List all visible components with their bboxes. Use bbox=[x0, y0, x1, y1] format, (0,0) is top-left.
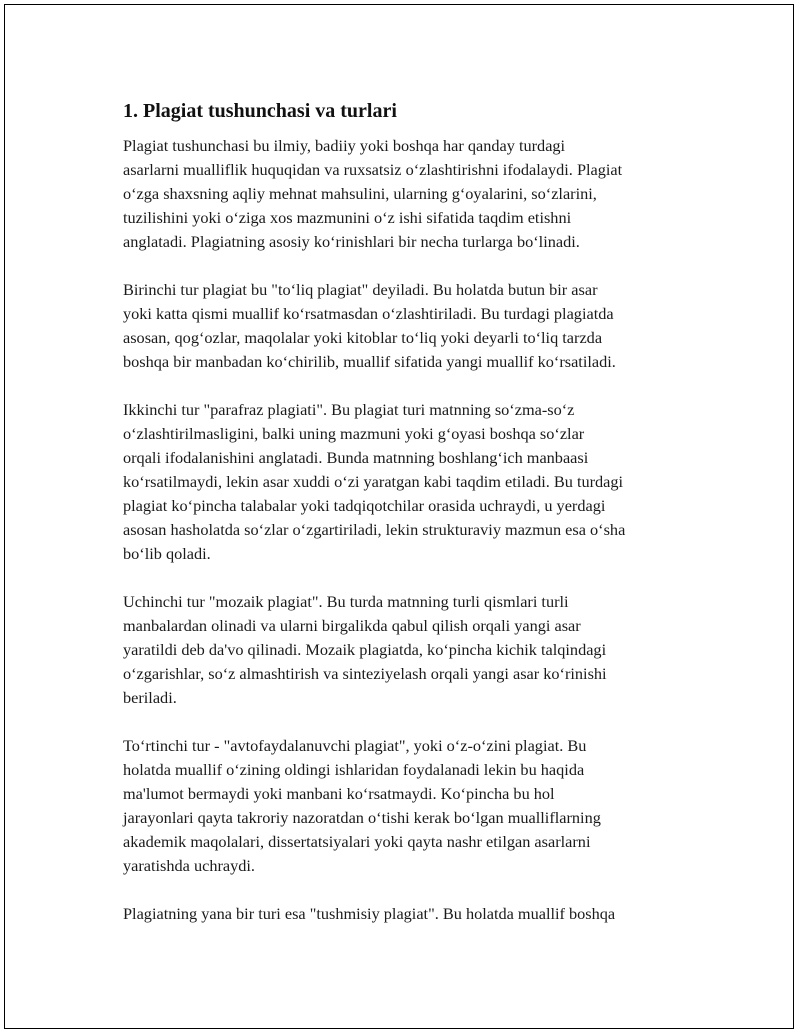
paragraph-2 bbox=[123, 278, 703, 374]
paragraph-4 bbox=[123, 590, 703, 710]
text-line: anglatadi. Plagiatning asosiy ko‘rinishlari bir necha turlarga bo‘linadi. bbox=[123, 232, 580, 251]
text-line: ma'lumot bermaydi yoki manbani ko‘rsatmaydi. Ko‘pincha bu hol bbox=[123, 784, 555, 803]
text-line: plagiat ko‘pincha talabalar yoki tadqiqotchilar orasida uchraydi, u yerdagi bbox=[123, 496, 606, 515]
text-line: Uchinchi tur "mozaik plagiat". Bu turda matnning turli qismlari turli bbox=[123, 592, 569, 611]
text-line: o‘zlashtirilmasligini, balki uning mazmuni yoki g‘oyasi boshqa so‘zlar bbox=[123, 424, 585, 443]
text-line: orqali ifodalanishini anglatadi. Bunda matnning boshlang‘ich manbaasi bbox=[123, 448, 589, 467]
text-line: yaratildi deb da'vo qilinadi. Mozaik plagiatda, ko‘pincha kichik talqindagi bbox=[123, 640, 607, 659]
section-heading: 1. Plagiat tushunchasi va turlari bbox=[123, 100, 397, 122]
paragraph-3 bbox=[123, 398, 703, 566]
text-line: o‘zgarishlar, so‘z almashtirish va sinteziyelash orqali yangi asar ko‘rinishi bbox=[123, 664, 607, 683]
text-line: asarlarni mualliflik huquqidan va ruxsatsiz o‘zlashtirishni ifodalaydi. Plagiat bbox=[123, 160, 623, 179]
text-line: Plagiat tushunchasi bu ilmiy, badiiy yoki boshqa har qanday turdagi bbox=[123, 136, 566, 155]
text-line: To‘rtinchi tur - "avtofaydalanuvchi plagiat", yoki o‘z-o‘zini plagiat. Bu bbox=[123, 736, 587, 755]
text-line: boshqa bir manbadan ko‘chirilib, muallif sifatida yangi muallif ko‘rsatiladi. bbox=[123, 352, 616, 371]
text-line: o‘zga shaxsning aqliy mehnat mahsulini, ularning g‘oyalarini, so‘zlarini, bbox=[123, 184, 597, 203]
paragraph-1 bbox=[123, 134, 703, 254]
text-line: asosan hasholatda so‘zlar o‘zgartiriladi, lekin strukturaviy mazmun esa o‘sha bbox=[123, 520, 626, 539]
text-line: ko‘rsatilmaydi, lekin asar xuddi o‘zi yaratgan kabi taqdim etiladi. Bu turdagi bbox=[123, 472, 624, 491]
text-line: Ikkinchi tur "parafraz plagiati". Bu plagiat turi matnning so‘zma-so‘z bbox=[123, 400, 575, 419]
text-line: jarayonlari qayta takroriy nazoratdan o‘tishi kerak bo‘lgan mualliflarning bbox=[123, 808, 601, 827]
paragraph-6 bbox=[123, 902, 703, 926]
text-line: Plagiatning yana bir turi esa "tushmisiy plagiat". Bu holatda muallif boshqa bbox=[123, 904, 616, 923]
paragraph-5 bbox=[123, 734, 703, 878]
text-line: bo‘lib qoladi. bbox=[123, 544, 211, 563]
text-line: manbalardan olinadi va ularni birgalikda qabul qilish orqali yangi asar bbox=[123, 616, 581, 635]
text-line: Birinchi tur plagiat bu "to‘liq plagiat" deyiladi. Bu holatda butun bir asar bbox=[123, 280, 598, 299]
text-line: akademik maqolalari, dissertatsiyalari yoki qayta nashr etilgan asarlarni bbox=[123, 832, 591, 851]
text-line: beriladi. bbox=[123, 688, 177, 707]
page-frame bbox=[4, 4, 794, 1029]
text-line: tuzilishini yoki o‘ziga xos mazmunini o‘z ishi sifatida taqdim etishni bbox=[123, 208, 572, 227]
text-line: yaratishda uchraydi. bbox=[123, 856, 256, 875]
text-line: asosan, qog‘ozlar, maqolalar yoki kitoblar to‘liq yoki deyarli to‘liq tarzda bbox=[123, 328, 603, 347]
document-body bbox=[123, 98, 703, 950]
text-line: yoki katta qismi muallif ko‘rsatmasdan o‘zlashtiriladi. Bu turdagi plagiatda bbox=[123, 304, 614, 323]
text-line: holatda muallif o‘zining oldingi ishlaridan foydalanadi lekin bu haqida bbox=[123, 760, 585, 779]
